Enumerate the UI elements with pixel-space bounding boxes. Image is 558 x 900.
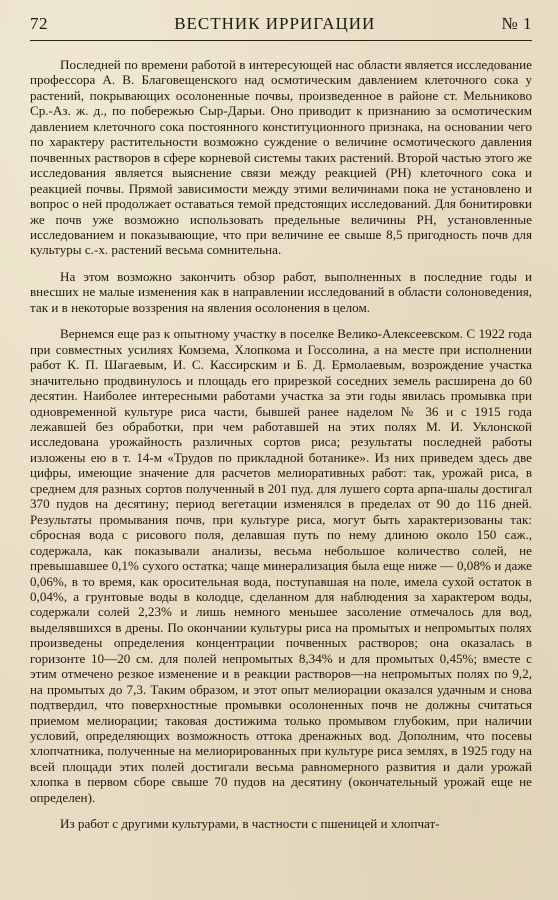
paragraph-2: На этом возможно закончить обзор работ, выполненных в последние годы и внесших не малые изменения как в направлении исследований в области солоноведения, так и в некоторые воззрения на явления осолонения в целом. bbox=[30, 268, 532, 315]
paragraph-1: Последней по времени работой в интересующей нас области является исследование профессора А. В. Благовещенского над осмотическим давлением клеточного сока у растений, покрывающих осолоненные почвы, произведенное в районе ст. Мельниково Ср.-Аз. ж. д., по побережью Сыр-Дарьи. Оно приводит к признанию за осмотическим давлением клеточного сока постоянного конституционного признака, на основании чего по характеру растительности возможно суждение о величине осмотического давления почвенных растворов в сфере корневой системы таких растений. Второй частью этого же исследования является выяснение связи между реакцией (PH) клеточного сока и реакцией почвы. Прямой зависимости между этими величинами пока не установлено и вопрос о ней продолжает оставаться темой предстоящих исследований. Для бонитировки же почв уже возможно использовать предельные величины PH, установленные исследованием и показывающие, что при величине ее свыше 8,5 пригодность почв для культуры с.-х. растений весьма сомнительна. bbox=[30, 57, 532, 258]
running-header bbox=[30, 14, 532, 38]
journal-title: ВЕСТНИК ИРРИГАЦИИ bbox=[174, 14, 376, 33]
paragraph-3: Вернемся еще раз к опытному участку в поселке Велико-Алексеевском. С 1922 года при совместных усилиях Комзема, Хлопкома и Госсолина, а на месте при исполнении работ К. П. Шагаевым, И. С. Кассирским и Б. Д. Ермолаевым, возрождение участка значительно продвинулось и площадь его прирезкой соседних земель расширена до 60 десятин. Наиболее интересными работами участка за эти годы явилась промывка при одновременной культуре риса части, бывшей ранее наделом № 36 и с 1915 года лежавшей без обработки, при чем работавшей на этих полях М. И. Уклонской исследована урожайность различных сортов риса; результаты последней работы изложены ею в т. 14-м «Трудов по прикладной ботанике». Из них приведем здесь две цифры, имеющие значение для расчетов мелиоративных работ: так, урожай риса, в среднем для разных сортов полученный в 201 пуд. для лушего сорта арпа-шалы достигал 370 пудов на десятину; период вегетации изменялся в пределах от 90 до 116 дней. Результаты промывания почв, при культуре риса, могут быть характеризованы так: сбросная вода с рисового поля, делавшая путь по нему длиною около 150 саж., содержала, как показывали анализы, весьма небольшое количество солей, не превышавшее 0,1% сухого остатка; чаще минерализация была еще ниже — 0,08% и даже 0,06%, в то время, как оросительная вода, поступавшая на поле, имела сухой остаток в 0,04%, а грунтовые воды в колодце, сделанном для наблюдения за характером воды, содержали солей 2,23% и лишь немного меньшее засоление отмечалось для вод, выделявшихся в дрены. По окончании культуры риса на промытых и непромытых полях произведены определения концентрации почвенных растворов; она оказалась в горизонте 10—20 см. для полей непромытых 8,34% и для промытых 0,45%; вместе с этим отмечено резкое изменение и в реакции растворов—на непромытых полях по 9,2, на промытых до 7,3. Таким образом, и этот опыт мелиорации оказался удачным и снова подтвердил, что поверхностные промывки осолоненных почв не должны считаться приемом мелиорации; таковая достижима только промывом глубоким, при наличии условий, определяющих возможность оттока дренажных вод. Дополним, что посевы хлопчатника, полученные на мелиорированных при культуре риса землях, в 1925 году на всей площади этих полей достигали весьма равномерного развития и дали урожай хлопка в первом сборе свыше 70 пудов на десятину (окончательный урожай еще не определен). bbox=[30, 326, 532, 805]
header-rule bbox=[30, 40, 532, 41]
page-number: 72 bbox=[30, 14, 48, 33]
paragraph-4: Из работ с другими культурами, в частности с пшеницей и хлопчат- bbox=[60, 816, 440, 832]
body-text bbox=[30, 57, 532, 832]
issue-number: № 1 bbox=[501, 14, 532, 33]
